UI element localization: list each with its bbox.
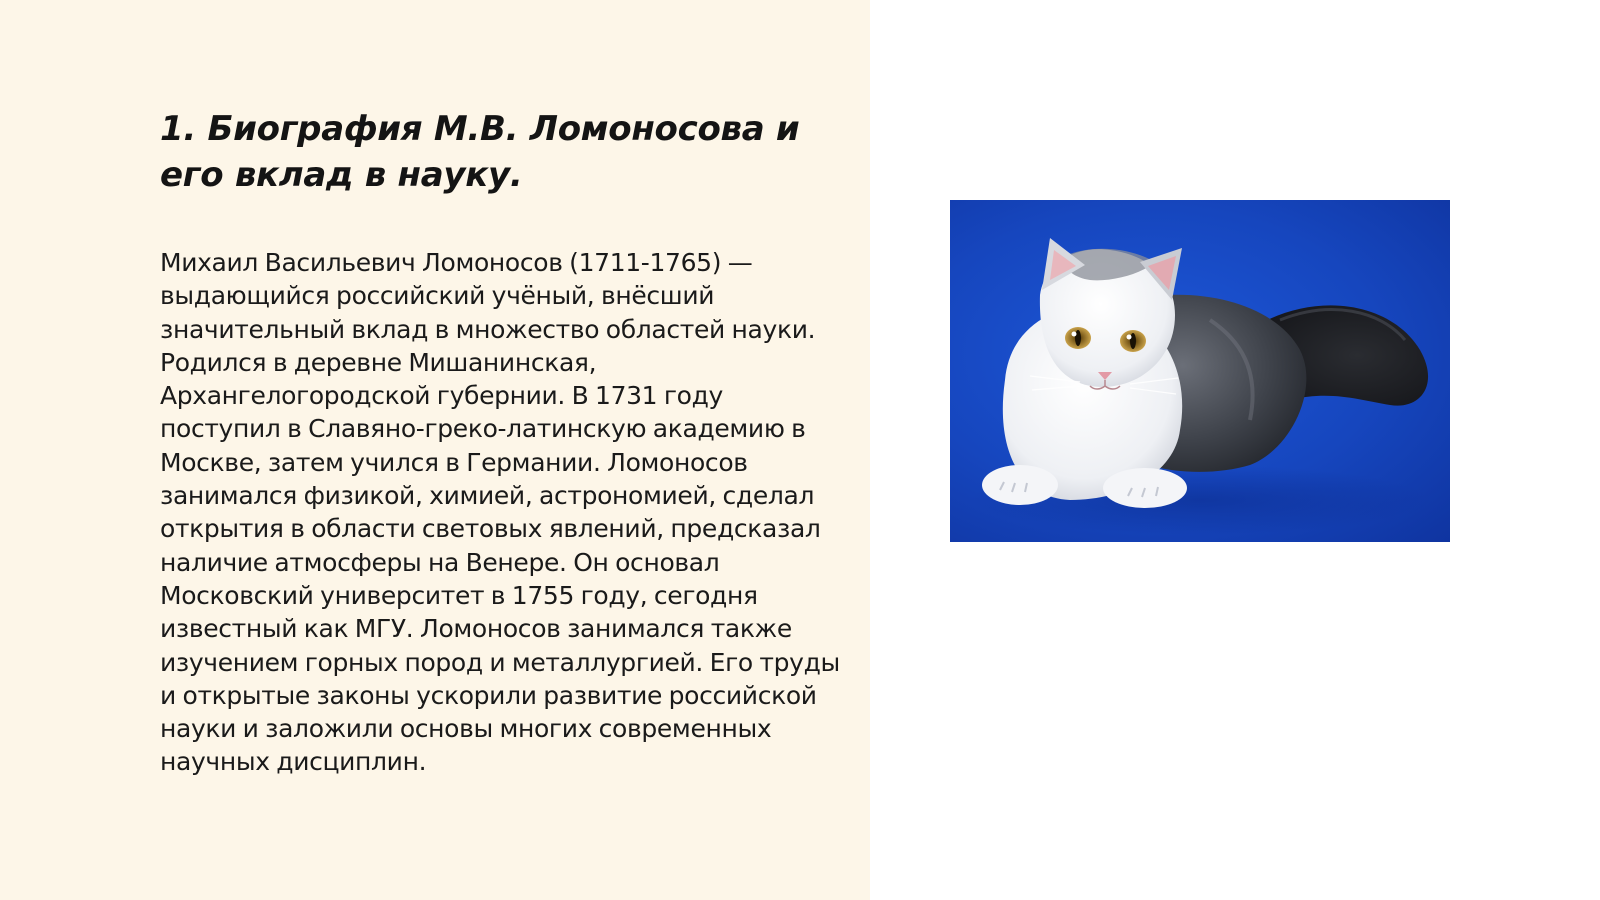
slide-title: 1. Биография М.В. Ломоносова и его вклад в науку. [160, 109, 800, 195]
slide-body-text: Михаил Васильевич Ломоносов (1711-1765) — выдающийся российский учёный, внёсший значительный вклад в множество областей науки. Родился в деревне Мишанинская, Архангелогородской губернии. В 1731 году поступил в Славяно-греко-латинскую академию в Москве, затем учился в Германии. Ломоносов занимался физикой, химией, астрономией, сделал открытия в области световых явлений, предсказал наличие атмосферы на Венере. Он основал Московский университет в 1755 году, сегодня известный как МГУ. Ломоносов занимался также изучением горных пород и металлургией. Его труды и открытые законы ускорили развитие российской науки и заложили основы многих современных научных дисциплин. [160, 248, 840, 777]
cat-photo [950, 200, 1450, 542]
